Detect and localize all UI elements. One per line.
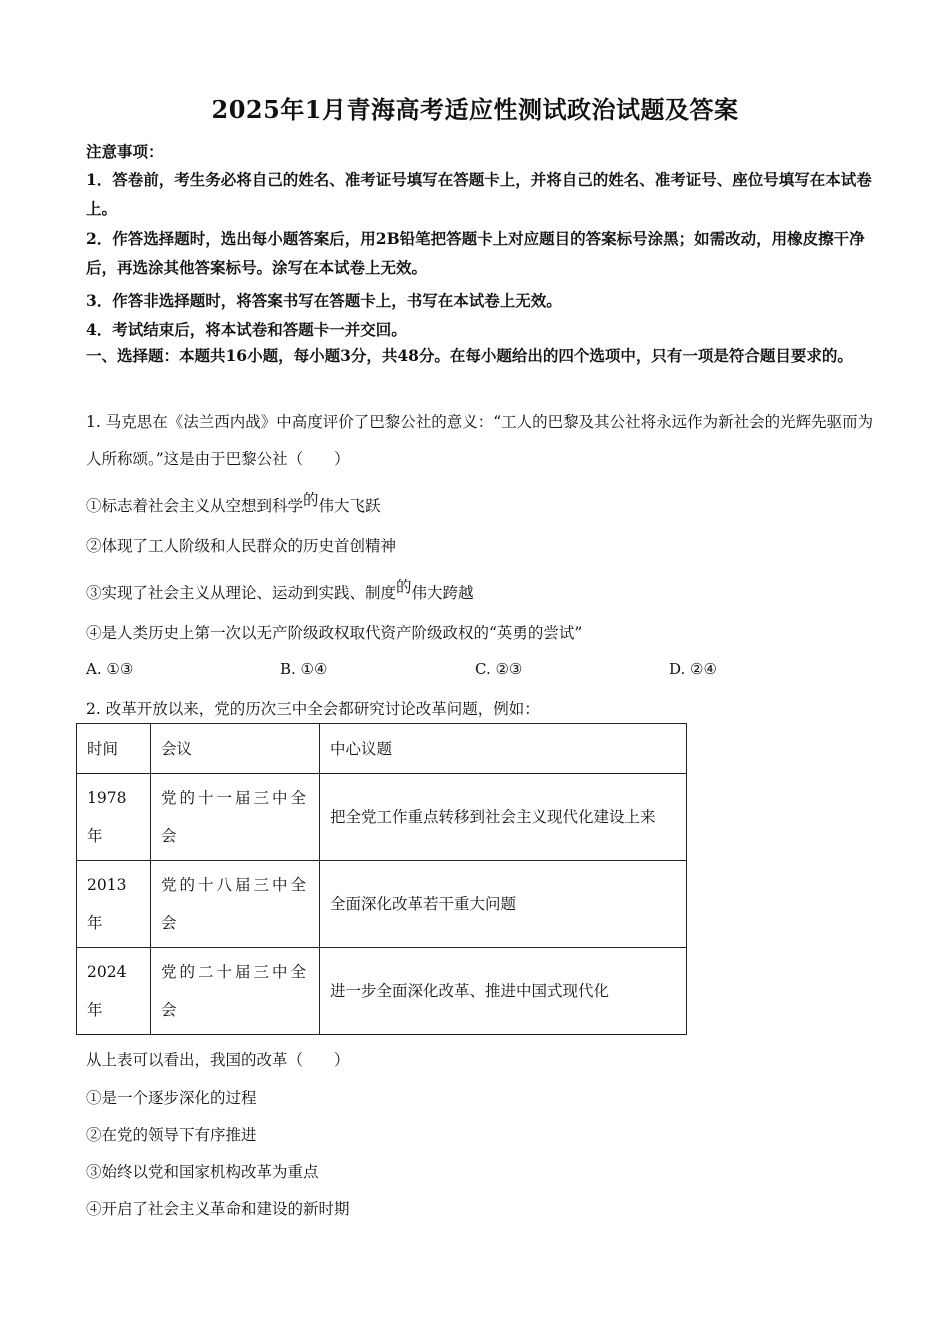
table-header-cell: 时间 bbox=[77, 724, 151, 774]
section-heading: 一、选择题：本题共16小题，每小题3分，共48分。在每小题给出的四个选项中，只有一项是符合题目要求的。 bbox=[86, 346, 853, 365]
table-cell-meeting: 党的十一届三中全会 bbox=[151, 774, 320, 861]
table-row bbox=[77, 774, 687, 861]
table-header-cell: 会议 bbox=[151, 724, 320, 774]
question-2-option-1: ①是一个逐步深化的过程 bbox=[86, 1089, 257, 1107]
question-2-prompt: 从上表可以看出，我国的改革（ ） bbox=[86, 1051, 350, 1069]
option-text-tail: 伟大跨越 bbox=[411, 584, 474, 602]
question-1-option-4: ④是人类历史上第一次以无产阶级政权取代资产阶级政权的“英勇的尝试” bbox=[86, 624, 583, 642]
option-text: ①标志着社会主义从空想到科学 bbox=[86, 497, 304, 515]
table-cell-topic: 全面深化改革若干重大问题 bbox=[320, 861, 687, 948]
notice-item-2: 2．作答选择题时，选出每小题答案后，用2B铅笔把答题卡上对应题目的答案标号涂黑；如需改动，用橡皮擦干净后，再选涂其他答案标号。涂写在本试卷上无效。 bbox=[86, 229, 865, 277]
notice-item-3: 3．作答非选择题时，将答案书写在答题卡上，书写在本试卷上无效。 bbox=[86, 291, 562, 310]
notice-item-4: 4．考试结束后，将本试卷和答题卡一并交回。 bbox=[86, 320, 407, 339]
choice-b[interactable]: B. ①④ bbox=[280, 660, 328, 678]
table-row bbox=[77, 861, 687, 948]
reform-table bbox=[76, 723, 687, 1035]
choice-c[interactable]: C. ②③ bbox=[475, 660, 523, 678]
table-cell-year: 2013年 bbox=[77, 861, 151, 948]
notice-item-1: 1．答卷前，考生务必将自己的姓名、准考证号填写在答题卡上，并将自己的姓名、准考证号、座位号填写在本试卷上。 bbox=[86, 170, 872, 218]
table-cell-year: 2024年 bbox=[77, 948, 151, 1035]
option-superscript: 的 bbox=[396, 578, 412, 596]
question-1-option-2: ②体现了工人阶级和人民群众的历史首创精神 bbox=[86, 537, 397, 555]
question-1-choices bbox=[86, 660, 876, 682]
choice-d[interactable]: D. ②④ bbox=[669, 660, 717, 678]
table-row bbox=[77, 948, 687, 1035]
question-2-stem: 2. 改革开放以来，党的历次三中全会都研究讨论改革问题，例如： bbox=[86, 700, 540, 718]
option-superscript: 的 bbox=[303, 491, 319, 509]
page-title: 2025年1月青海高考适应性测试政治试题及答案 bbox=[211, 95, 739, 124]
table-cell-meeting: 党的二十届三中全会 bbox=[151, 948, 320, 1035]
question-1-stem: 1. 马克思在《法兰西内战》中高度评价了巴黎公社的意义：“工人的巴黎及其公社将永远作为新社会的光辉先驱而为人所称颂。”这是由于巴黎公社（ ） bbox=[86, 413, 874, 468]
choice-a[interactable]: A. ①③ bbox=[86, 660, 134, 678]
table-header-row bbox=[77, 724, 687, 774]
table-cell-topic: 进一步全面深化改革、推进中国式现代化 bbox=[320, 948, 687, 1035]
option-text-tail: 伟大飞跃 bbox=[318, 497, 381, 515]
question-1-option-1 bbox=[86, 491, 876, 516]
table-cell-meeting: 党的十八届三中全会 bbox=[151, 861, 320, 948]
question-2-option-4: ④开启了社会主义革命和建设的新时期 bbox=[86, 1200, 350, 1218]
notice-heading: 注意事项： bbox=[86, 142, 164, 161]
question-2-option-2: ②在党的领导下有序推进 bbox=[86, 1126, 257, 1144]
option-text: ③实现了社会主义从理论、运动到实践、制度 bbox=[86, 584, 397, 602]
table-header-cell: 中心议题 bbox=[320, 724, 687, 774]
question-1-option-3 bbox=[86, 578, 876, 603]
table-cell-year: 1978年 bbox=[77, 774, 151, 861]
table-cell-topic: 把全党工作重点转移到社会主义现代化建设上来 bbox=[320, 774, 687, 861]
question-2-option-3: ③始终以党和国家机构改革为重点 bbox=[86, 1163, 319, 1181]
